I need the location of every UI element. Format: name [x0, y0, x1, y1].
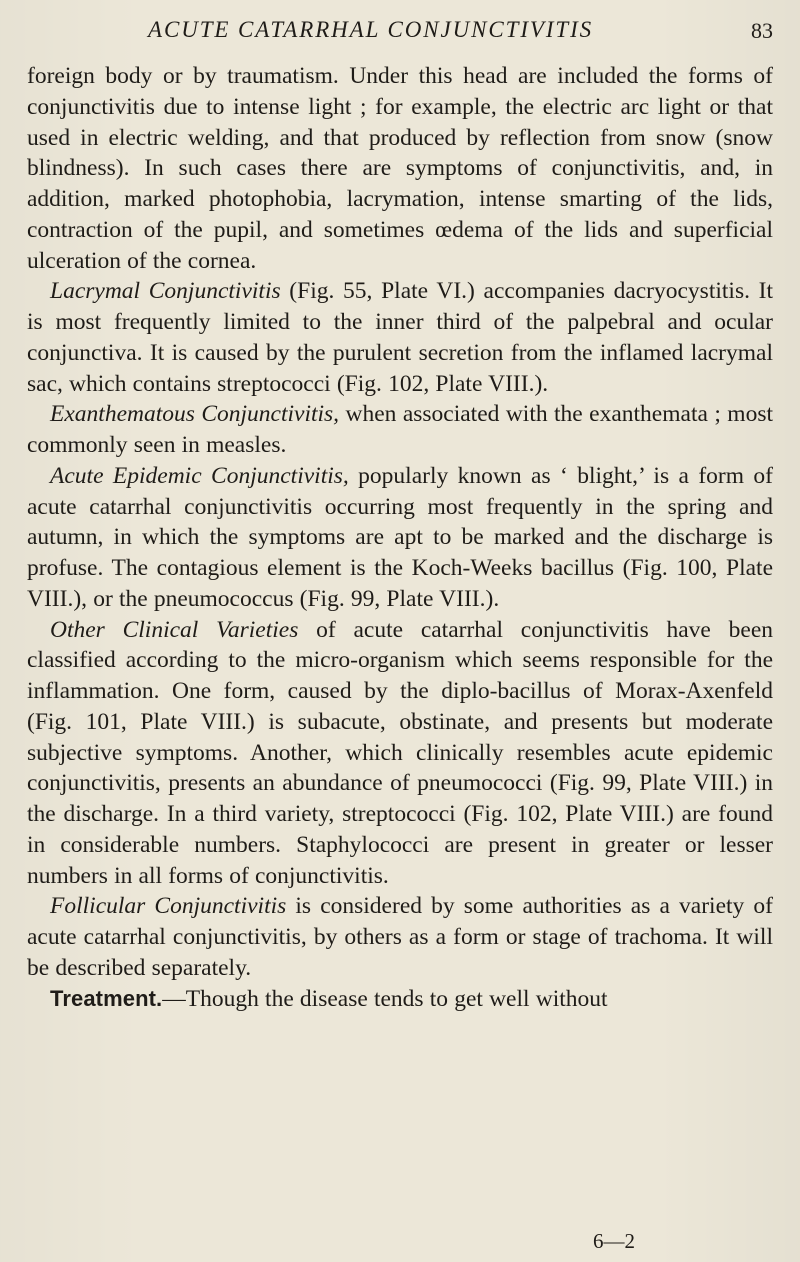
paragraph-text: of acute catarrhal conjunctivitis have been classified according to the micro-organism which seems responsible for the inflammation. One form, caused by the diplo-bacillus of Morax-Axenfeld (Fig. 101, Plate VIII.) is subacute, obstinate, and presents but moderate subjective symptoms. Another, which clinically resembles acute epidemic conjunctivitis, presents an abundance of pneumococci (Fig. 99, Plate VIII.) in the discharge. In a third variety, streptococci (Fig. 102, Plate VIII.) are found in considerable numbers. Staphylococci are present in greater or lesser numbers in all forms of conjunctivitis. [27, 616, 773, 889]
paragraph-text: when associated with the exanthemata ; most commonly seen in measles. [27, 401, 773, 458]
treatment-heading: Treatment. [50, 985, 163, 1011]
paragraph-follicular-conjunctivitis [27, 891, 773, 983]
paragraph-text: popularly known as ‘ blight,’ is a form of acute catarrhal conjunctivitis occurring most frequently in the spring and autumn, in which the symptoms are apt to be marked and the discharge is profuse. The contagious element is the Koch-Weeks bacillus (Fig. 100, Plate VIII.), or the pneumococcus (Fig. 99, Plate VIII.). [27, 462, 773, 612]
paragraph-treatment [27, 984, 773, 1015]
running-head [0, 8, 800, 48]
paragraph-text: foreign body or by traumatism. Under this head are included the forms of conjunctivitis due to intense light ; for example, the electric arc light or that used in electric welding, and that produced by reflection from snow (snow blindness). In such cases there are symptoms of conjunctivitis, and, in addition, marked photophobia, lacrymation, intense smarting of the lids, contraction of the pupil, and sometimes œdema of the lids and superficial ulceration of the cornea. [27, 63, 773, 274]
running-title: ACUTE CATARRHAL CONJUNCTIVITIS [148, 17, 594, 42]
paragraph-text: is considered by some authorities as a variety of acute catarrhal conjunctivitis, by others as a form or stage of trachoma. It will be described separately. [27, 893, 774, 981]
paragraph-text: (Fig. 55, Plate VI.) accompanies dacryocystitis. It is most frequently limited to the inner third of the palpebral and ocular conjunctiva. It is caused by the purulent secretion from the inflamed lacrymal sac, which contains streptococci (Fig. 102, Plate VIII.). [27, 278, 773, 397]
paragraph-other-clinical-varieties [27, 615, 773, 892]
paragraph-lead: Lacrymal Conjunctivitis [50, 278, 281, 305]
page-body [27, 61, 773, 1014]
paragraph-lead: Acute Epidemic Conjunctivitis, [50, 462, 349, 489]
paragraph-acute-epidemic-conjunctivitis [27, 461, 773, 615]
paragraph-lead: Exanthematous Conjunctivitis, [50, 401, 340, 428]
page-number: 83 [751, 18, 773, 43]
paragraph-lead: Other Clinical Varieties [50, 616, 299, 643]
paragraph-exanthematous-conjunctivitis [27, 399, 773, 461]
paragraph-lead: Follicular Conjunctivitis [50, 893, 287, 920]
treatment-text: —Though the disease tends to get well without [162, 985, 608, 1012]
paragraph-foreign-body [27, 61, 773, 276]
paragraph-lacrymal-conjunctivitis [27, 276, 773, 399]
signature-mark: 6—2 [593, 1229, 635, 1253]
